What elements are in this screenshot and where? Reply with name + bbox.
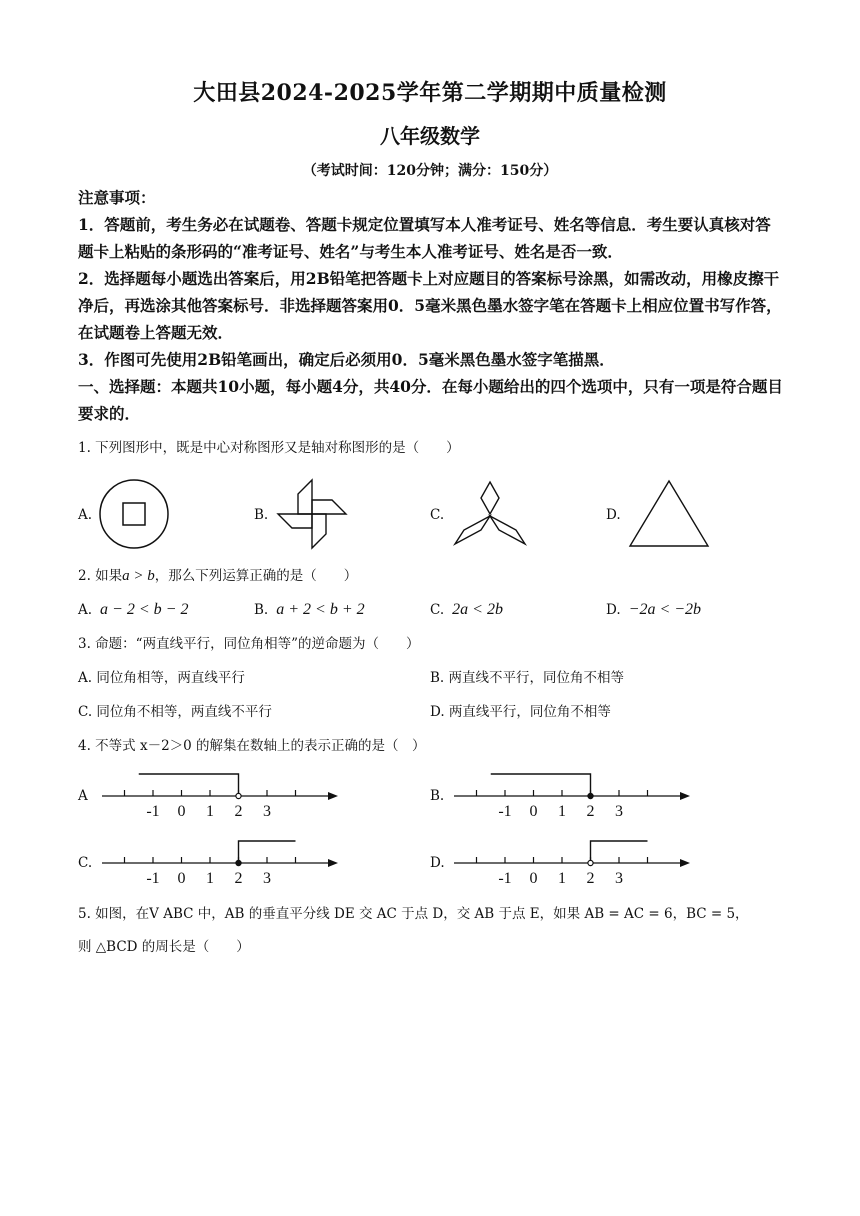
tick-label: 1 [206,870,214,887]
solution-ray [491,774,591,796]
q1-figure-c-three-diamonds [450,478,530,548]
section-1-heading: 一、选择题：本题共10小题，每小题4分，共40分．在每小题给出的四个选项中，只有一项是符合题目要求的． [78,377,783,423]
q3-stem: 3. 命题：“两直线平行，同位角相等”的逆命题为（ ） [78,636,420,652]
q5-line-1: 5. 如图，在V ABC 中，AB 的垂直平分线 DE 交 AC 于点 D，交 AB 于点 E，如果 AB = AC = 6，BC = 5， [78,906,749,922]
solution-ray [139,774,239,796]
tick-label: -1 [498,803,512,820]
closed-endpoint [236,860,241,865]
q3-option-b: B. 两直线不平行，同位角不相等 [430,670,625,686]
q4-option-b-label: B. [430,788,445,804]
arrow-head-icon [328,859,338,867]
q2-stem-math: a > b [122,568,155,584]
q4-stem: 4. 不等式 x－2＞0 的解集在数轴上的表示正确的是（ ） [78,738,426,754]
q3-option-d: D. 两直线平行，同位角不相等 [430,704,611,720]
tick-label: 1 [206,803,214,820]
notice-item-1: 1．答题前，考生务必在试题卷、答题卡规定位置填写本人准考证号、姓名等信息．考生要认真核对答题卡上粘贴的条形码的“准考证号、姓名”与考生本人准考证号、姓名是否一致． [78,215,771,261]
tick-label: 3 [615,870,623,887]
q2-option-a-label: A. [78,602,93,618]
tick-label: 0 [529,870,538,887]
q1-option-d-label: D. [606,507,621,523]
q2-option-c-math: 2a < 2b [452,601,503,618]
q3-option-c: C. 同位角不相等，两直线不平行 [78,704,272,720]
exam-info: （考试时间：120分钟；满分：150分） [302,163,558,179]
q2-option-b [254,600,365,620]
notice-item-2: 2．选择题每小题选出答案后，用2B铅笔把答题卡上对应题目的答案标号涂黑，如需改动，用橡皮擦干净后，再选涂其他答案标号．非选择题答案用0．5毫米黑色墨水签字笔在答题卡上相应位置书写作答，在试题卷上答题无效． [78,269,782,342]
q1-option-a-label: A. [78,507,93,523]
q4-number-line-a [98,768,343,822]
q1-stem: 1. 下列图形中，既是中心对称图形又是轴对称图形的是（ ） [78,440,460,456]
q4-option-c-label: C. [78,855,93,871]
tick-label: 2 [234,870,243,887]
q1-figure-d-triangle [626,478,712,550]
tick-label: 3 [263,803,271,820]
q2-option-d-math: −2a < −2b [628,601,702,618]
q4-option-a-label: A [78,788,88,804]
tick-label: -1 [146,803,160,820]
q2-option-b-label: B. [254,602,269,618]
q2-option-b-math: a + 2 < b + 2 [276,601,365,618]
exam-subject: 八年级数学 [380,124,480,148]
q4-number-line-d [450,835,695,889]
tick-label: -1 [498,870,512,887]
exam-title: 大田县2024-2025学年第二学期期中质量检测 [193,80,667,106]
q1-figure-b-pinwheel [274,476,350,552]
tick-label: 2 [586,803,595,820]
q4-number-line-c [98,835,343,889]
arrow-head-icon [680,792,690,800]
q2-option-d-label: D. [606,602,621,618]
open-endpoint [236,793,241,798]
tick-label: 1 [558,803,566,820]
q5-line-2: 则 △BCD 的周长是（ ） [78,939,250,955]
q2-stem [78,566,357,586]
q1-option-c-label: C. [430,507,445,523]
q2-stem-post: ，那么下列运算正确的是（ ） [154,568,358,584]
tick-label: 1 [558,870,566,887]
tick-label: -1 [146,870,160,887]
closed-endpoint [588,793,593,798]
tick-label: 2 [586,870,595,887]
q2-option-a [78,600,188,620]
arrow-head-icon [328,792,338,800]
q4-option-d-label: D. [430,855,445,871]
open-endpoint [588,860,593,865]
arrow-head-icon [680,859,690,867]
q4-number-line-b [450,768,695,822]
q2-option-d [606,600,701,620]
q2-option-c [430,600,503,620]
tick-label: 0 [177,803,186,820]
tick-label: 2 [234,803,243,820]
tick-label: 0 [529,803,538,820]
tick-label: 3 [263,870,271,887]
tick-label: 0 [177,870,186,887]
q2-stem-pre: 2. 如果 [78,568,123,584]
notice-item-3: 3．作图可先使用2B铅笔画出，确定后必须用0．5毫米黑色墨水签字笔描黑． [78,350,615,369]
notice-heading: 注意事项： [78,188,156,207]
q1-figure-a-coin [98,478,170,550]
q1-option-b-label: B. [254,507,269,523]
q3-option-a: A. 同位角相等，两直线平行 [78,670,245,686]
q2-option-c-label: C. [430,602,445,618]
tick-label: 3 [615,803,623,820]
q2-option-a-math: a − 2 < b − 2 [100,601,189,618]
